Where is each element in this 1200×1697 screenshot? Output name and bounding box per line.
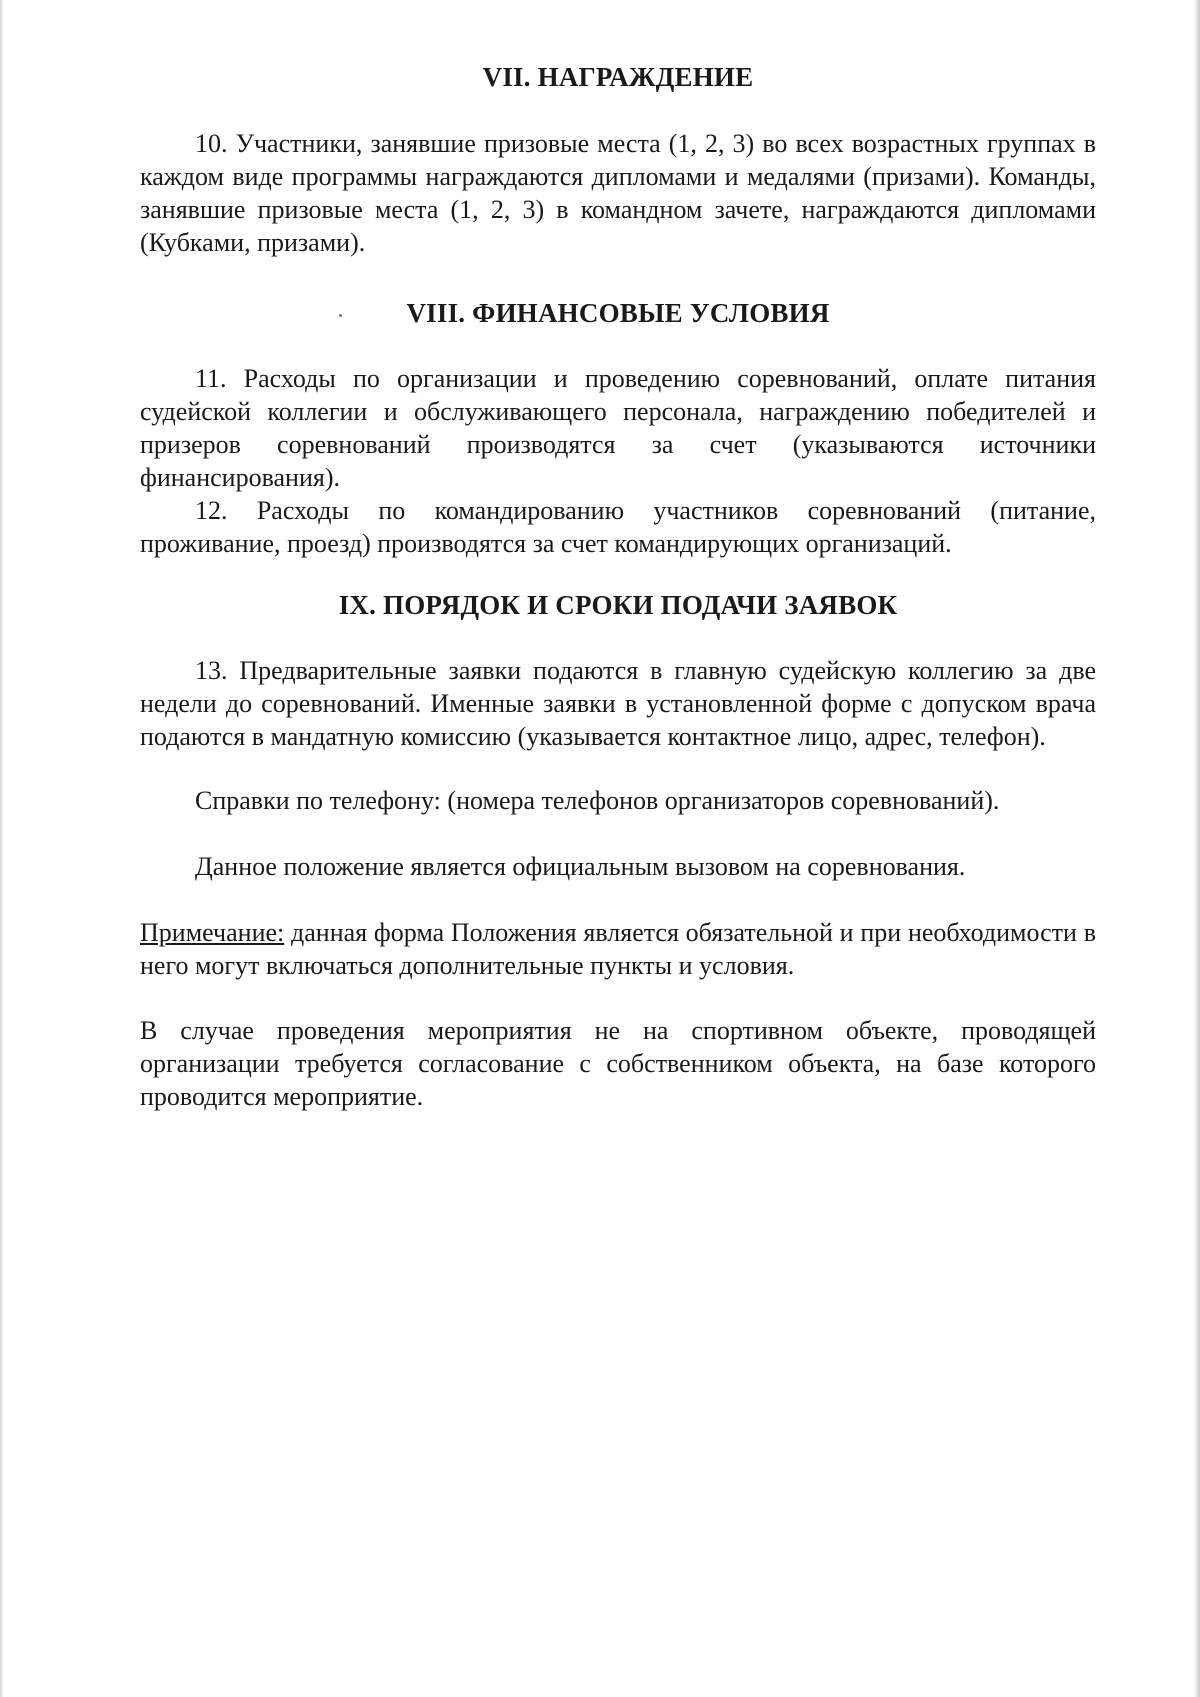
venue-note-paragraph: В случае проведения мероприятия не на спортивном объекте, проводящей организации требуется согласование с собственником объекта, на базе которого проводится мероприятие.	[140, 1016, 1096, 1111]
section-heading-finance: VIII. ФИНАНСОВЫЕ УСЛОВИЯ	[406, 298, 830, 328]
paragraph-11-expenses: 11. Расходы по организации и проведению соревнований, оплате питания судейской коллегии и обслуживающего персонала, награждению победителей и призеров соревнований производятся за счет (указываются источники финансирования).	[140, 364, 1096, 492]
note-label: Примечание:	[140, 918, 285, 947]
note-text: данная форма Положения является обязательной и при необходимости в него могут включаться дополнительные пункты и условия.	[140, 918, 1096, 980]
section-heading-applications: IX. ПОРЯДОК И СРОКИ ПОДАЧИ ЗАЯВОК	[338, 590, 898, 620]
page-edge-left	[0, 0, 3, 1697]
paragraph-13-applications: 13. Предварительные заявки подаются в главную судейскую коллегию за две недели до соревнований. Именные заявки в установленной форме с допуском врача подаются в мандатную комиссию (указывается контактное лицо, адрес, телефон).	[140, 656, 1096, 751]
paragraph-10-awards: 10. Участники, занявшие призовые места (1, 2, 3) во всех возрастных группах в каждом виде программы награждаются дипломами и медалями (призами). Команды, занявшие призовые места (1, 2, 3) в командном зачете, награждаются дипломами (Кубками, призами).	[140, 129, 1096, 257]
page-edge-right	[1194, 0, 1200, 1697]
section-heading-awards: VII. НАГРАЖДЕНИЕ	[482, 62, 754, 92]
document-body	[140, 0, 1096, 1113]
paragraph-12-travel-expenses: 12. Расходы по командированию участников соревнований (питание, проживание, проезд) производятся за счет командирующих организаций.	[140, 496, 1096, 558]
official-call-line: Данное положение является официальным вызовом на соревнования.	[195, 852, 966, 881]
contacts-line: Справки по телефону: (номера телефонов организаторов соревнований).	[195, 786, 1000, 815]
note-paragraph	[140, 916, 1096, 982]
